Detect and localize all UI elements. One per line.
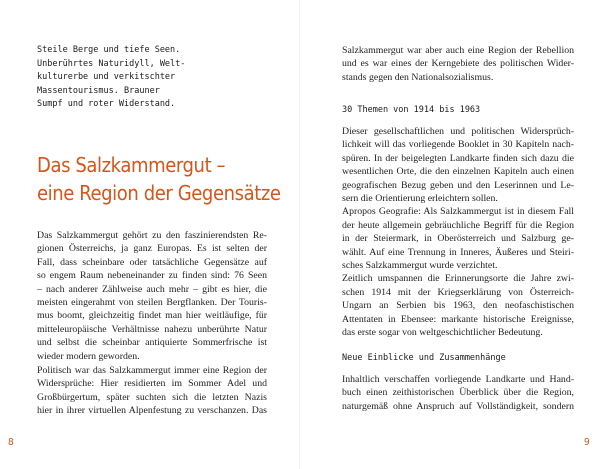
text-line: meisten eingerahmt von steilen Bergflanken. Der Touris- [37, 297, 267, 309]
text-line: so engem Raum nebeneinander zu finden sind: 76 Seen [37, 270, 267, 282]
subheading-themes: 30 Themen von 1914 bis 1963 [342, 105, 481, 115]
text-line: der heute allgemein gebräuchliche Begriff für die Region [342, 219, 574, 231]
text-line: Widersprüche: Hier residierten im Sommer Adel und [37, 378, 267, 390]
text-line: spüren. In der beigelegten Landkarte finden sich dazu die [342, 152, 574, 164]
right-page [300, 0, 600, 469]
text-line: Dieser gesellschaftlichen und politischen Widersprüch- [342, 126, 574, 137]
text-line: und es war eines der Kerngebiete des politischen Wider- [342, 58, 574, 70]
text-line: Zeitlich umspannen die Erinnerungsorte die Jahre zwi- [342, 273, 574, 285]
text-line: Salzkammergut war aber auch eine Region der Rebellion [342, 45, 574, 56]
text-line: wählt. Auf eine Trennung in Inneres, Äußeres und Steiri- [342, 246, 574, 258]
text-line: mitteleuropäische Verhältnisse nahezu unberührte Natur [37, 323, 267, 335]
text-line: Attentaten in Ebensee: markante historische Ereignisse, [342, 313, 574, 325]
text-line: gionen Österreichs, ja ganz Europas. Es ist selten der [37, 243, 267, 255]
text-line: und selbst die scheinbar antiquierte Sommerfrische ist [37, 337, 267, 349]
text-line: lichkeit will das vorliegende Booklet in 30 Kapiteln nach- [342, 139, 574, 151]
text-line: Apropos Geografie: Als Salzkammergut ist in diesem Fall [342, 206, 574, 218]
intro-line: Sumpf und roter Widerstand. [37, 99, 176, 109]
chapter-heading [37, 151, 281, 207]
intro-text [37, 44, 267, 112]
left-paragraph-1 [37, 229, 267, 363]
subheading-insights: Neue Einblicke und Zusammenhänge [342, 353, 506, 363]
text-line: Fall, dass scheinbare oder tatsächliche Gegensätze auf [37, 256, 267, 268]
text-line: das erste sogar von weltgeschichtlicher Bedeutung. [342, 327, 543, 339]
text-line: Inhaltlich verschaffen vorliegende Landkarte und Hand- [342, 374, 574, 385]
heading-line: eine Region der Gegensätze [37, 181, 281, 205]
page-number-left: 8 [8, 437, 14, 448]
intro-line: Massentourismus. Brauner [37, 85, 160, 96]
right-paragraph-1 [342, 125, 574, 340]
text-line: Großbürgertum, später suchten sich die letzten Nazis [37, 391, 267, 403]
right-paragraph-2 [342, 373, 574, 413]
right-paragraph-0 [342, 44, 574, 84]
text-line: schen 1914 mit der Kriegserklärung von Österreich- [342, 286, 574, 298]
text-line: sern die Orientierung erleichtern sollen. [342, 193, 498, 205]
intro-line: kulturerbe und verkitschter [37, 72, 176, 82]
page-number-right: 9 [584, 437, 590, 448]
text-line: in der Steiermark, in Oberösterreich und Salzburg ge- [342, 233, 574, 245]
heading-line: Das Salzkammergut – [37, 153, 226, 177]
text-line: wieder modern geworden. [37, 350, 140, 362]
intro-line: Unberührtes Naturidyll, Welt- [37, 58, 186, 69]
text-line: naturgemäß ohne Anspruch auf Vollständigkeit, sondern [342, 400, 574, 412]
text-line: Ungarn an Serbien bis 1963, den neofaschistischen [342, 300, 574, 312]
text-line: – nach anderer Zählweise auch mehr – gibt es hier, die [37, 283, 267, 295]
text-line: stands gegen den Nationalsozialismus. [342, 71, 494, 83]
text-line: wesentlichen Orte, die den einzelnen Kapiteln auch einen [342, 166, 574, 178]
text-line: sches Salzkammergut wurde verzichtet. [342, 260, 498, 272]
text-line: hier in ihrer virtuellen Alpenfestung zu verschanzen. Das [37, 405, 267, 417]
text-line: mus boomt, gleichzeitig findet man hier weitläufige, für [37, 310, 267, 322]
text-line: buch einen zeithistorischen Überblick über die Region, [342, 387, 574, 399]
text-line: Das Salzkammergut gehört zu den faszinierendsten Re- [37, 230, 267, 241]
text-line: geografischen Bezug geben und den Leserinnen und Le- [342, 179, 574, 191]
left-paragraph-2 [37, 364, 267, 418]
text-line: Politisch war das Salzkammergut immer eine Region der [37, 365, 267, 376]
intro-line: Steile Berge und tiefe Seen. [37, 45, 181, 55]
